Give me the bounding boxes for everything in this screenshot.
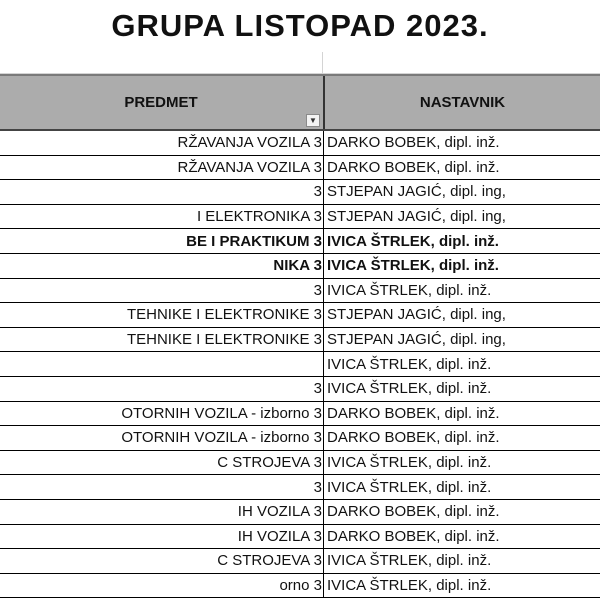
cell-predmet[interactable] [0,131,322,155]
cell-nastavnik[interactable]: IVICA ŠTRLEK, dipl. inž. [323,549,600,573]
cell-predmet[interactable] [0,525,322,549]
predmet-text: BE I PRAKTIKUM 3 [186,232,322,250]
table-row [0,303,600,328]
cell-predmet[interactable] [0,402,322,426]
cell-nastavnik[interactable]: DARKO BOBEK, dipl. inž. [323,156,600,180]
predmet-text: RŽAVANJA VOZILA 3 [177,158,322,176]
table-row [0,131,600,156]
cell-nastavnik[interactable]: DARKO BOBEK, dipl. inž. [323,525,600,549]
table-row [0,180,600,205]
sheet-title: GRUPA LISTOPAD 2023. [111,8,489,43]
cell-predmet[interactable] [0,156,322,180]
predmet-text: 3 [313,183,322,201]
cell-nastavnik[interactable]: DARKO BOBEK, dipl. inž. [323,426,600,450]
predmet-text: RŽAVANJA VOZILA 3 [177,134,322,152]
predmet-text: C STROJEVA 3 [217,454,322,472]
table-row [0,205,600,230]
predmet-text: IH VOZILA 3 [237,527,322,545]
predmet-text: 3 [313,478,322,496]
predmet-text: OTORNIH VOZILA - izborno 3 [121,404,322,422]
table-row [0,426,600,451]
cell-nastavnik[interactable]: DARKO BOBEK, dipl. inž. [323,402,600,426]
cell-predmet[interactable] [0,426,322,450]
predmet-text: I ELEKTRONIKA 3 [196,208,322,226]
table-row [0,352,600,377]
cell-predmet[interactable] [0,328,322,352]
cell-predmet[interactable] [0,549,322,573]
cell-nastavnik[interactable]: IVICA ŠTRLEK, dipl. inž. [323,352,600,376]
cell-predmet[interactable] [0,279,322,303]
header-nastavnik[interactable]: NASTAVNIK [323,76,600,129]
table-row [0,451,600,476]
cell-predmet[interactable] [0,254,322,278]
table-row [0,402,600,427]
table-row [0,574,600,599]
table-row [0,377,600,402]
cell-nastavnik[interactable]: IVICA ŠTRLEK, dipl. inž. [323,574,600,598]
cell-predmet[interactable] [0,229,322,253]
table-row [0,279,600,304]
predmet-text: IH VOZILA 3 [237,503,322,521]
table-header-row [0,74,600,131]
cell-nastavnik[interactable]: IVICA ŠTRLEK, dipl. inž. [323,279,600,303]
cell-nastavnik[interactable]: DARKO BOBEK, dipl. inž. [323,131,600,155]
cell-nastavnik[interactable]: STJEPAN JAGIĆ, dipl. ing, [323,328,600,352]
predmet-text: TEHNIKE I ELEKTRONIKE 3 [126,331,322,349]
cell-predmet[interactable] [0,500,322,524]
cell-predmet[interactable] [0,303,322,327]
cell-predmet[interactable] [0,352,322,376]
predmet-text: orno 3 [279,576,322,594]
table-row [0,156,600,181]
cell-predmet[interactable] [0,451,322,475]
table-row [0,229,600,254]
cell-nastavnik[interactable]: IVICA ŠTRLEK, dipl. inž. [323,229,600,253]
blank-row[interactable] [0,52,600,74]
table-row [0,475,600,500]
sheet-title-row[interactable] [0,0,600,52]
column-divider [322,52,323,74]
cell-predmet[interactable] [0,180,322,204]
table-row [0,328,600,353]
cell-nastavnik[interactable]: STJEPAN JAGIĆ, dipl. ing, [323,303,600,327]
predmet-text: TEHNIKE I ELEKTRONIKE 3 [126,306,322,324]
predmet-text: OTORNIH VOZILA - izborno 3 [121,429,322,447]
predmet-text: 3 [313,380,322,398]
table-row [0,500,600,525]
table-row [0,549,600,574]
predmet-text: C STROJEVA 3 [217,552,322,570]
cell-predmet[interactable] [0,574,322,598]
table-row [0,525,600,550]
table-body [0,131,600,598]
predmet-text: 3 [313,281,322,299]
cell-nastavnik[interactable]: STJEPAN JAGIĆ, dipl. ing, [323,205,600,229]
cell-nastavnik[interactable]: DARKO BOBEK, dipl. inž. [323,500,600,524]
filter-dropdown-icon[interactable]: ▼ [306,114,320,127]
cell-nastavnik[interactable]: IVICA ŠTRLEK, dipl. inž. [323,451,600,475]
cell-predmet[interactable] [0,377,322,401]
header-predmet[interactable]: PREDMET [124,94,198,111]
table-row [0,254,600,279]
cell-nastavnik[interactable]: IVICA ŠTRLEK, dipl. inž. [323,475,600,499]
cell-predmet[interactable] [0,475,322,499]
predmet-text: NIKA 3 [273,257,322,275]
cell-nastavnik[interactable]: IVICA ŠTRLEK, dipl. inž. [323,377,600,401]
cell-nastavnik[interactable]: STJEPAN JAGIĆ, dipl. ing, [323,180,600,204]
cell-nastavnik[interactable]: IVICA ŠTRLEK, dipl. inž. [323,254,600,278]
cell-predmet[interactable] [0,205,322,229]
